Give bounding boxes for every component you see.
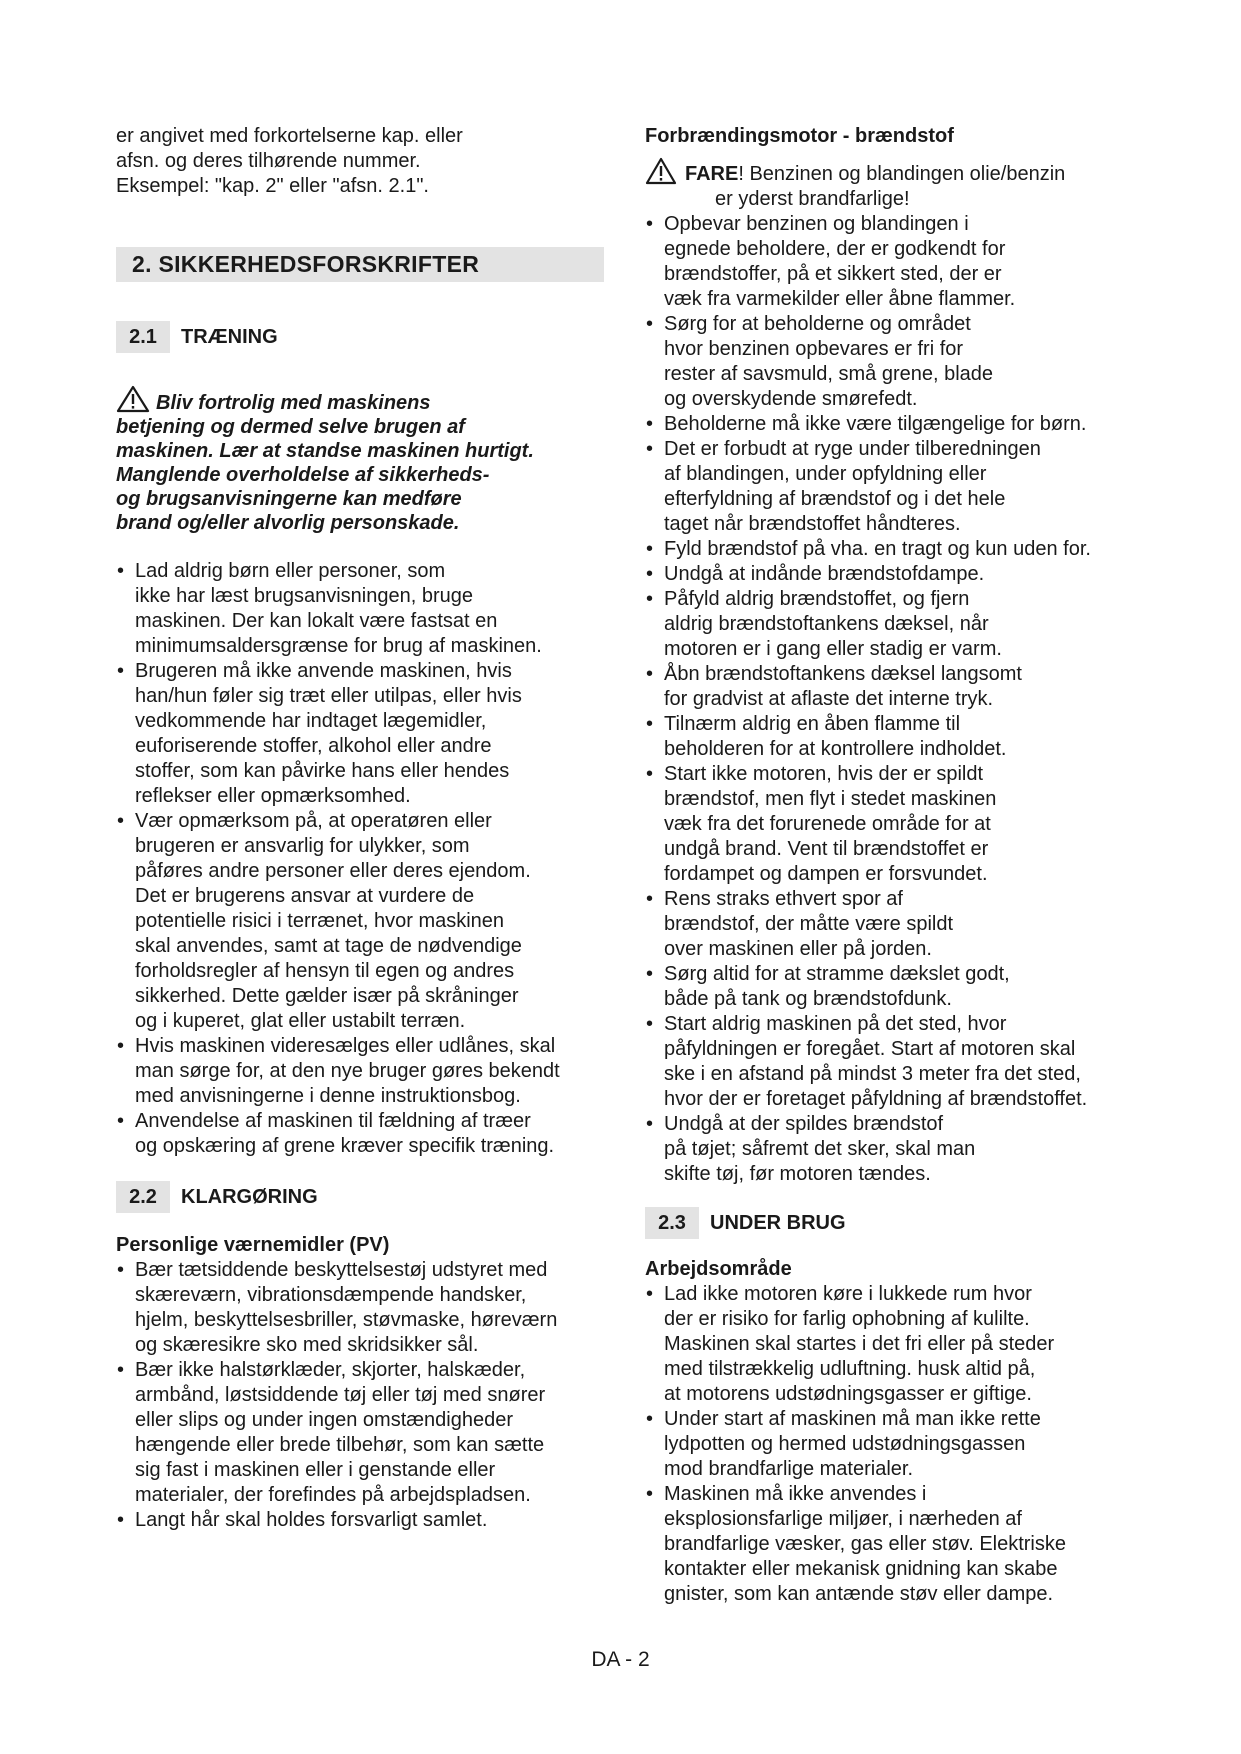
ppe-heading: Personlige værnemidler (PV)	[116, 1234, 390, 1256]
list-item: • Lad aldrig børn eller personer, som ikke har læst brugsanvisningen, bruge maskinen. Der kan lokalt være fastsat en minimumsaldersgrænse for brug af maskinen.	[116, 559, 604, 659]
subsection-2-3-heading	[645, 1207, 1145, 1239]
list-item: • Opbevar benzinen og blandingen i egnede beholdere, der er godkendt for brændstoffer, på et sikkert sted, der er væk fra varmekilder eller åbne flammer.	[645, 212, 1145, 312]
list-item: • Påfyld aldrig brændstoffet, og fjern aldrig brændstoftankens dæksel, når motoren er i gang eller stadig er varm.	[645, 587, 1145, 662]
list-item: • Beholderne må ikke være tilgængelige for børn.	[645, 412, 1145, 437]
left-column	[116, 124, 604, 1533]
intro-line: er angivet med forkortelserne kap. eller	[116, 125, 463, 147]
warning-line: betjening og dermed selve brugen af	[116, 416, 465, 438]
list-item: • Tilnærm aldrig en åben flamme til beholderen for at kontrollere indholdet.	[645, 712, 1145, 762]
list-item: • Det er forbudt at ryge under tilberedningen af blandingen, under opfyldning eller efterfyldning af brændstof og i det hele taget når brændstoffet håndteres.	[645, 437, 1145, 537]
page-number: DA - 2	[591, 1648, 650, 1671]
list-item: • Langt hår skal holdes forsvarligt samlet.	[116, 1508, 604, 1533]
warning-line: Bliv fortrolig med maskinens	[156, 392, 431, 414]
list-item: • Undgå at indånde brændstofdampe.	[645, 562, 1145, 587]
danger-text: er yderst brandfarlige!	[715, 188, 910, 210]
intro-paragraph	[116, 124, 604, 199]
subsection-title: KLARGØRING	[181, 1185, 318, 1208]
subsection-2-2-heading	[116, 1181, 604, 1213]
list-item: • Maskinen må ikke anvendes i eksplosionsfarlige miljøer, i nærheden af brandfarlige væsker, gas eller støv. Elektriske kontakter eller mekanisk gnidning kan skabe gnister, som kan antænde støv eller dampe.	[645, 1482, 1145, 1607]
warning-paragraph	[116, 385, 604, 535]
section-2-heading: 2. SIKKERHEDSFORSKRIFTER	[116, 247, 604, 282]
warning-line: og brugsanvisningerne kan medføre	[116, 488, 462, 510]
list-item: • Bær tætsiddende beskyttelsestøj udstyret med skæreværn, vibrationsdæmpende handsker, hjelm, beskyttelsesbriller, støvmaske, høreværn og skæresikre sko med skridsikker sål.	[116, 1258, 604, 1358]
list-item: • Hvis maskinen videresælges eller udlånes, skal man sørge for, at den nye bruger gøres bekendt med anvisningerne i denne instruktionsbog.	[116, 1034, 604, 1109]
subsection-number: 2.3	[645, 1207, 699, 1239]
intro-line: Eksempel: "kap. 2" eller "afsn. 2.1".	[116, 175, 429, 197]
subsection-2-1-heading	[116, 321, 604, 353]
list-item: • Bær ikke halstørklæder, skjorter, halskæder, armbånd, løstsiddende tøj eller tøj med snører eller slips og under ingen omstændigheder hængende eller brede tilbehør, som kan sætte sig fast i maskinen eller i genstande eller materialer, der forefindes på arbejdspladsen.	[116, 1358, 604, 1508]
right-column	[645, 124, 1145, 1607]
list-item: • Start aldrig maskinen på det sted, hvor påfyldningen er foregået. Start af motoren skal ske i en afstand på mindst 3 meter fra det sted, hvor der er foretaget påfyldning af brændstoffet.	[645, 1012, 1145, 1112]
list-item: • Rens straks ethvert spor af brændstof, der måtte være spildt over maskinen eller på jorden.	[645, 887, 1145, 962]
warning-triangle-icon	[116, 385, 150, 413]
list-item: • Under start af maskinen må man ikke rette lydpotten og hermed udstødningsgassen mod brandfarlige materialer.	[645, 1407, 1145, 1482]
danger-text: ! Benzinen og blandingen olie/benzin	[738, 163, 1066, 185]
subsection-number: 2.1	[116, 321, 170, 353]
warning-triangle-icon	[645, 157, 677, 185]
danger-notice	[645, 157, 1145, 212]
list-item: • Sørg for at beholderne og området hvor benzinen opbevares er fri for rester af savsmuld, små grene, blade og overskydende smørefedt.	[645, 312, 1145, 412]
subsection-number: 2.2	[116, 1181, 170, 1213]
training-bullet-list	[116, 559, 604, 1159]
warning-line: Manglende overholdelse af sikkerheds-	[116, 464, 490, 486]
work-area-bullet-list	[645, 1282, 1145, 1607]
list-item: • Lad ikke motoren køre i lukkede rum hvor der er risiko for farlig ophobning af kulilte. Maskinen skal startes i det fri eller på steder med tilstrækkelig udluftning. husk altid på, at motorens udstødningsgasser er giftige.	[645, 1282, 1145, 1407]
fuel-bullet-list	[645, 212, 1145, 1187]
ppe-bullet-list	[116, 1258, 604, 1533]
list-item: • Anvendelse af maskinen til fældning af træer og opskæring af grene kræver specifik træning.	[116, 1109, 604, 1159]
subsection-title: TRÆNING	[181, 325, 278, 348]
danger-label: FARE	[685, 163, 739, 185]
subsection-title: UNDER BRUG	[710, 1211, 846, 1234]
warning-line: maskinen. Lær at standse maskinen hurtigt.	[116, 440, 534, 462]
list-item: • Sørg altid for at stramme dækslet godt, både på tank og brændstofdunk.	[645, 962, 1145, 1012]
list-item: • Fyld brændstof på vha. en tragt og kun uden for.	[645, 537, 1145, 562]
warning-line: brand og/eller alvorlig personskade.	[116, 512, 460, 534]
list-item: • Åbn brændstoftankens dæksel langsomt for gradvist at aflaste det interne tryk.	[645, 662, 1145, 712]
list-item: • Undgå at der spildes brændstof på tøjet; såfremt det sker, skal man skifte tøj, før motoren tændes.	[645, 1112, 1145, 1187]
fuel-heading: Forbrændingsmotor - brændstof	[645, 125, 954, 147]
list-item: • Vær opmærksom på, at operatøren eller brugeren er ansvarlig for ulykker, som påføres andre personer eller deres ejendom. Det er brugerens ansvar at vurdere de potentielle risici i terrænet, hvor maskinen skal anvendes, samt at tage de nødvendige forholdsregler af hensyn til egen og andres sikkerhed. Dette gælder især på skråninger og i kuperet, glat eller ustabilt terræn.	[116, 809, 604, 1034]
work-area-heading: Arbejdsområde	[645, 1258, 792, 1280]
list-item: • Brugeren må ikke anvende maskinen, hvis han/hun føler sig træt eller utilpas, eller hvis vedkommende har indtaget lægemidler, euforiserende stoffer, alkohol eller andre stoffer, som kan påvirke hans eller hendes reflekser eller opmærksomhed.	[116, 659, 604, 809]
list-item: • Start ikke motoren, hvis der er spildt brændstof, men flyt i stedet maskinen væk fra det forurenede område for at undgå brand. Vent til brændstoffet er fordampet og dampen er forsvundet.	[645, 762, 1145, 887]
intro-line: afsn. og deres tilhørende nummer.	[116, 150, 421, 172]
